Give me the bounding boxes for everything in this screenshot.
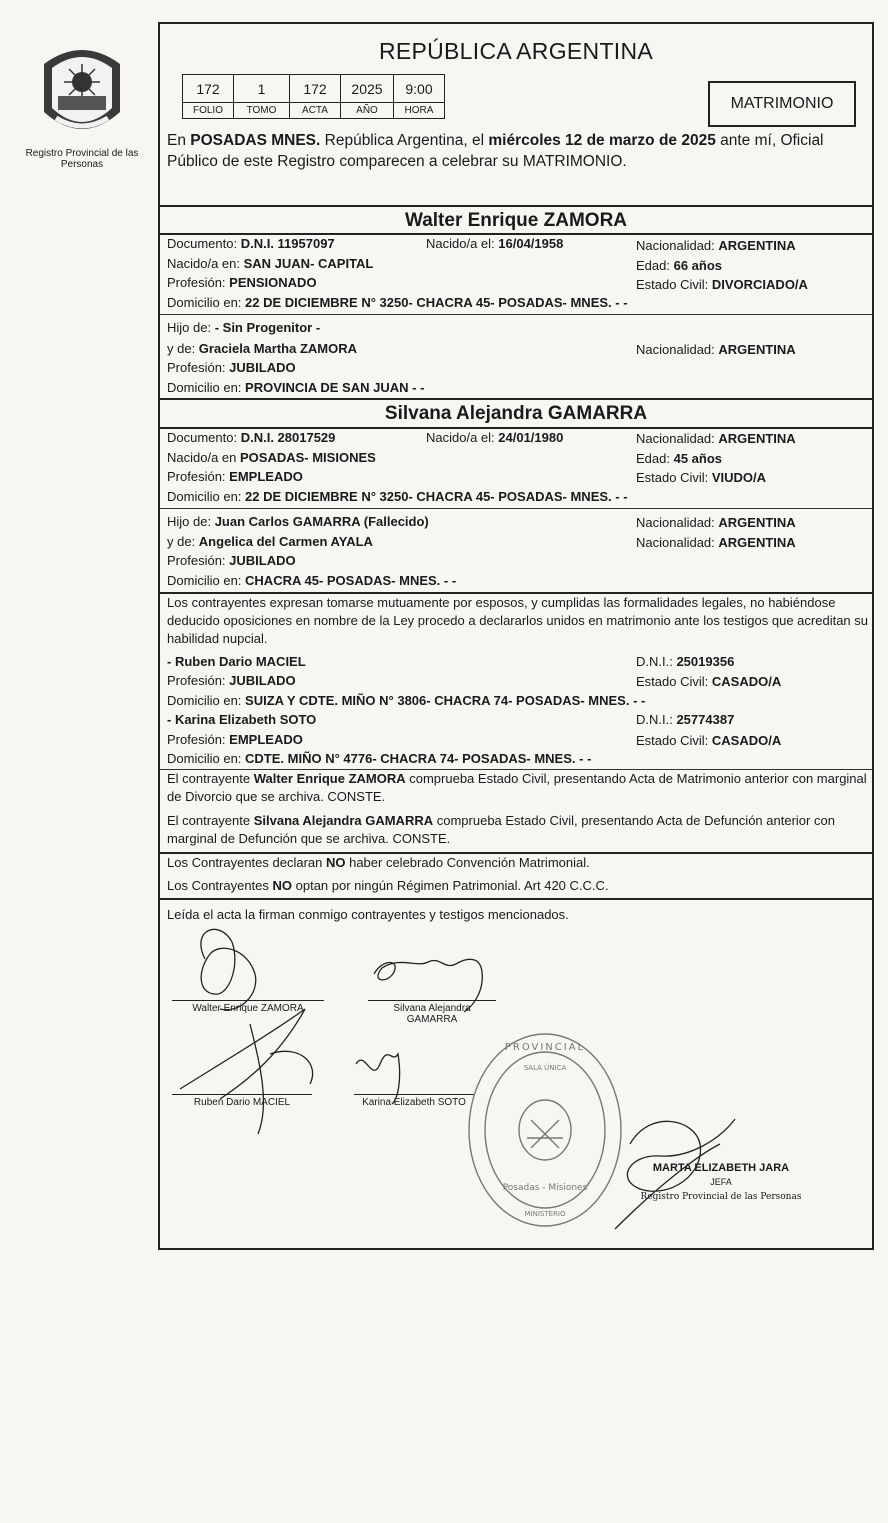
bride-birthdate: Nacido/a el: 24/01/1980: [426, 430, 564, 445]
year-label: AÑO: [341, 103, 394, 119]
witness2-civil-status: Estado Civil: CASADO/A: [636, 733, 782, 748]
groom-mother-nationality: Nacionalidad: ARGENTINA: [636, 342, 796, 357]
official-signature: [615, 1119, 735, 1229]
official-office: Registro Provincial de las Personas: [640, 1192, 802, 1202]
groom-civil-note: El contrayente Walter Enrique ZAMORA comprueba Estado Civil, presentando Acta de Matrimonio anterior con marginal de Divorcio que se archiva. CONSTE.: [167, 771, 867, 804]
document-type-box: MATRIMONIO: [708, 81, 856, 127]
witness1-profession: Profesión: JUBILADO: [167, 673, 296, 688]
hour-label: HORA: [394, 103, 445, 119]
witness1-dni: D.N.I.: 25019356: [636, 654, 735, 669]
intro-paragraph: En POSADAS MNES. República Argentina, el miércoles 12 de marzo de 2025 ante mí, Oficial Público de este Registro comparecen a celebrar su MATRIMONIO.: [167, 132, 824, 170]
groom-document: Documento: D.N.I. 11957097: [167, 236, 335, 251]
witness2-dni: D.N.I.: 25774387: [636, 712, 735, 727]
witness2-profession: Profesión: EMPLEADO: [167, 732, 303, 747]
bride-signature: [374, 959, 482, 1012]
closing-text: Leída el acta la firman conmigo contrayentes y testigos mencionados.: [167, 907, 569, 922]
witness2-signature: [356, 1054, 400, 1104]
official-stamp: [465, 1030, 625, 1230]
bride-nationality: Nacionalidad: ARGENTINA: [636, 431, 796, 446]
stamp-ministry: MINISTERIO: [524, 1210, 566, 1218]
bride-profession: Profesión: EMPLEADO: [167, 469, 303, 484]
bride-signature-label: Silvana Alejandra GAMARRA: [393, 1003, 471, 1025]
official-role: JEFA: [710, 1177, 732, 1187]
witness1-signature: [180, 1009, 313, 1134]
certificate-frame: [158, 22, 874, 1250]
registry-logo: [22, 42, 142, 170]
groom-birthdate: Nacido/a el: 16/04/1958: [426, 236, 564, 251]
tomo-label: TOMO: [234, 103, 290, 119]
witness1-civil-status: Estado Civil: CASADO/A: [636, 674, 782, 689]
groom-name: Walter Enrique ZAMORA: [404, 210, 628, 231]
folio-value: 172: [183, 75, 234, 103]
groom-address: Domicilio en: 22 DE DICIEMBRE N° 3250- CHACRA 45- POSADAS- MNES. - -: [167, 295, 628, 310]
bride-parent-profession: Profesión: JUBILADO: [167, 553, 296, 568]
groom-mother: y de: Graciela Martha ZAMORA: [167, 341, 357, 356]
convention-note: Los Contrayentes declaran NO haber celebrado Convención Matrimonial.: [167, 855, 590, 870]
witness1-name: - Ruben Dario MACIEL: [167, 654, 306, 669]
bride-father: Hijo de: Juan Carlos GAMARRA (Fallecido): [167, 514, 429, 529]
bride-document: Documento: D.N.I. 28017529: [167, 430, 336, 445]
logo-caption: Registro Provincial de las Personas: [25, 148, 139, 170]
groom-birthplace: Nacido/a en: SAN JUAN- CAPITAL: [167, 256, 374, 271]
official-name: MARTA ELIZABETH JARA: [652, 1162, 790, 1174]
bride-parent-address: Domicilio en: CHACRA 45- POSADAS- MNES. - -: [167, 573, 457, 588]
tomo-value: 1: [234, 75, 290, 103]
groom-signature-label: Walter Enrique ZAMORA: [192, 1003, 304, 1014]
witness2-address: Domicilio en: CDTE. MIÑO N° 4776- CHACRA 74- POSADAS- MNES. - -: [167, 751, 592, 766]
declaration-text: Los contrayentes expresan tomarse mutuamente por esposos, y cumplidas las formalidades legales, no habiéndose deducido oposiciones en nombre de la Ley procedo a declararlos unidos en matrimonio ante los testigos que acreditan su habilidad nupcial.: [167, 595, 868, 646]
stamp-city: Posadas - Misiones: [502, 1183, 588, 1193]
witness1-signature-label: Ruben Dario MACIEL: [193, 1097, 291, 1108]
groom-nationality: Nacionalidad: ARGENTINA: [636, 238, 796, 253]
folio-label: FOLIO: [183, 103, 234, 119]
witness1-address: Domicilio en: SUIZA Y CDTE. MIÑO N° 3806- CHACRA 74- POSADAS- MNES. - -: [167, 693, 646, 708]
bride-address: Domicilio en: 22 DE DICIEMBRE N° 3250- CHACRA 45- POSADAS- MNES. - -: [167, 489, 628, 504]
bride-age: Edad: 45 años: [636, 451, 723, 466]
acta-label: ACTA: [290, 103, 341, 119]
stamp-outer-text: PROVINCIAL: [504, 1042, 586, 1053]
groom-parent-address: Domicilio en: PROVINCIA DE SAN JUAN - -: [167, 380, 425, 395]
province-seal-icon: [34, 42, 130, 142]
groom-father: Hijo de: - Sin Progenitor -: [167, 320, 321, 335]
regime-note: Los Contrayentes NO optan por ningún Régimen Patrimonial. Art 420 C.C.C.: [167, 878, 609, 893]
stamp-inner-text: SALA ÚNICA: [523, 1064, 567, 1072]
groom-civil-status: Estado Civil: DIVORCIADO/A: [636, 277, 808, 292]
bride-civil-status: Estado Civil: VIUDO/A: [636, 470, 767, 485]
witness2-name: - Karina Elizabeth SOTO: [167, 712, 317, 727]
groom-profession: Profesión: PENSIONADO: [167, 275, 317, 290]
bride-civil-note: El contrayente Silvana Alejandra GAMARRA comprueba Estado Civil, presentando Acta de Defunción anterior con marginal de Defunción que se archiva. CONSTE.: [167, 813, 835, 846]
groom-parent-profession: Profesión: JUBILADO: [167, 360, 296, 375]
witness2-signature-label: Karina Elizabeth SOTO: [362, 1097, 466, 1108]
bride-mother-nationality: Nacionalidad: ARGENTINA: [636, 535, 796, 550]
page-title: REPÚBLICA ARGENTINA: [378, 38, 654, 64]
acta-value: 172: [290, 75, 341, 103]
hour-value: 9:00: [394, 75, 445, 103]
year-value: 2025: [341, 75, 394, 103]
bride-name: Silvana Alejandra GAMARRA: [384, 403, 648, 424]
bride-father-nationality: Nacionalidad: ARGENTINA: [636, 515, 796, 530]
bride-birthplace: Nacido/a en POSADAS- MISIONES: [167, 450, 376, 465]
bride-mother: y de: Angelica del Carmen AYALA: [167, 534, 373, 549]
groom-age: Edad: 66 años: [636, 258, 723, 273]
groom-signature: [201, 929, 256, 1009]
